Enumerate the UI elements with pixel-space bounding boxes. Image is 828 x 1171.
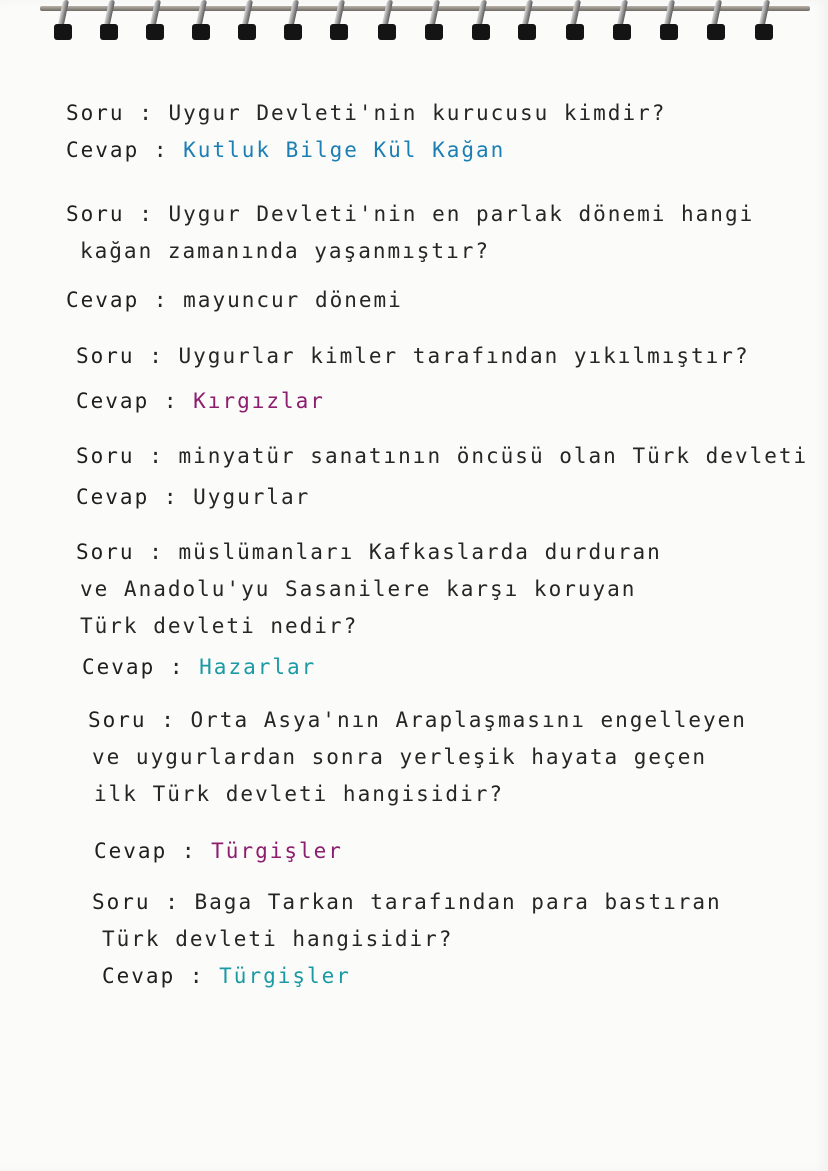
question-line: Soru : Baga Tarkan tarafından para bastıran bbox=[92, 890, 722, 914]
spiral-ring bbox=[146, 0, 164, 44]
question-text: Baga Tarkan tarafından para bastıran bbox=[194, 890, 722, 914]
spiral-ring bbox=[192, 0, 210, 44]
answer-line: Cevap : Kırgızlar bbox=[76, 389, 325, 413]
answer-line: Cevap : Uygurlar bbox=[76, 485, 311, 509]
spiral-ring bbox=[54, 0, 72, 44]
question-label: Soru bbox=[76, 444, 135, 468]
spiral-ring bbox=[707, 0, 725, 44]
question-text: Uygur Devleti'nin kurucusu kimdir? bbox=[168, 101, 667, 125]
answer-text: Kutluk Bilge Kül Kağan bbox=[183, 138, 506, 162]
qa-block bbox=[92, 884, 722, 995]
question-line: Soru : müslümanları Kafkaslarda durduran bbox=[76, 540, 662, 564]
answer-label: Cevap bbox=[66, 288, 140, 312]
spiral-ring bbox=[100, 0, 118, 44]
answer-label: Cevap bbox=[76, 389, 150, 413]
question-text: ilk Türk devleti hangisidir? bbox=[94, 782, 505, 806]
answer-label: Cevap bbox=[76, 485, 150, 509]
spiral-ring bbox=[660, 0, 678, 44]
qa-block bbox=[66, 95, 666, 169]
question-label: Soru bbox=[76, 540, 135, 564]
qa-block bbox=[66, 196, 754, 319]
question-text: ve uygurlardan sonra yerleşik hayata geçen bbox=[92, 745, 708, 769]
spiral-ring bbox=[472, 0, 490, 44]
answer-line: Cevap : Türgişler bbox=[102, 964, 351, 988]
question-text: Orta Asya'nın Araplaşmasını engelleyen bbox=[190, 708, 747, 732]
spiral-binding bbox=[0, 0, 828, 56]
spiral-ring bbox=[284, 0, 302, 44]
question-line: Soru : Uygurlar kimler tarafından yıkılmıştır? bbox=[76, 344, 750, 368]
spiral-ring bbox=[330, 0, 348, 44]
answer-line: Cevap : mayuncur dönemi bbox=[66, 288, 403, 312]
question-label: Soru bbox=[66, 202, 125, 226]
answer-text: Hazarlar bbox=[199, 655, 317, 679]
question-line bbox=[66, 233, 754, 270]
question-text: kağan zamanında yaşanmıştır? bbox=[80, 239, 491, 263]
answer-label: Cevap bbox=[82, 655, 156, 679]
question-line: Soru : Uygur Devleti'nin kurucusu kimdir? bbox=[66, 101, 667, 125]
question-line: Soru : Uygur Devleti'nin en parlak dönemi hangi bbox=[66, 202, 755, 226]
question-text: Uygur Devleti'nin en parlak dönemi hangi bbox=[168, 202, 755, 226]
question-label: Soru bbox=[66, 101, 125, 125]
answer-text: Türgişler bbox=[211, 839, 343, 863]
question-text: minyatür sanatının öncüsü olan Türk devleti bbox=[178, 444, 809, 468]
spiral-ring bbox=[613, 0, 631, 44]
question-line bbox=[88, 776, 747, 813]
answer-text: Kırgızlar bbox=[193, 389, 325, 413]
question-label: Soru bbox=[92, 890, 151, 914]
qa-block bbox=[76, 438, 808, 516]
question-text: ve Anadolu'yu Sasanilere karşı koruyan bbox=[80, 577, 637, 601]
answer-label: Cevap bbox=[102, 964, 176, 988]
answer-text: Türgişler bbox=[219, 964, 351, 988]
answer-label: Cevap bbox=[94, 839, 168, 863]
question-line bbox=[88, 739, 747, 776]
qa-block bbox=[76, 338, 750, 420]
question-text: Uygurlar kimler tarafından yıkılmıştır? bbox=[178, 344, 750, 368]
question-line: Soru : Orta Asya'nın Araplaşmasını engelleyen bbox=[88, 708, 747, 732]
question-line bbox=[76, 571, 662, 608]
answer-text: mayuncur dönemi bbox=[183, 288, 403, 312]
spiral-ring bbox=[518, 0, 536, 44]
question-line bbox=[76, 608, 662, 645]
question-text: Türk devleti nedir? bbox=[80, 614, 359, 638]
question-label: Soru bbox=[76, 344, 135, 368]
qa-block bbox=[88, 702, 747, 870]
question-label: Soru bbox=[88, 708, 147, 732]
answer-text: Uygurlar bbox=[193, 485, 311, 509]
question-text: Türk devleti hangisidir? bbox=[102, 927, 454, 951]
qa-block bbox=[76, 534, 662, 686]
question-line bbox=[92, 921, 722, 958]
spiral-ring bbox=[425, 0, 443, 44]
spiral-ring bbox=[378, 0, 396, 44]
answer-line: Cevap : Kutluk Bilge Kül Kağan bbox=[66, 138, 506, 162]
spiral-ring bbox=[755, 0, 773, 44]
spiral-ring bbox=[238, 0, 256, 44]
answer-label: Cevap bbox=[66, 138, 140, 162]
spiral-ring bbox=[566, 0, 584, 44]
question-text: müslümanları Kafkaslarda durduran bbox=[178, 540, 662, 564]
answer-line: Cevap : Hazarlar bbox=[82, 655, 317, 679]
answer-line: Cevap : Türgişler bbox=[94, 839, 343, 863]
question-line: Soru : minyatür sanatının öncüsü olan Türk devleti bbox=[76, 444, 809, 468]
